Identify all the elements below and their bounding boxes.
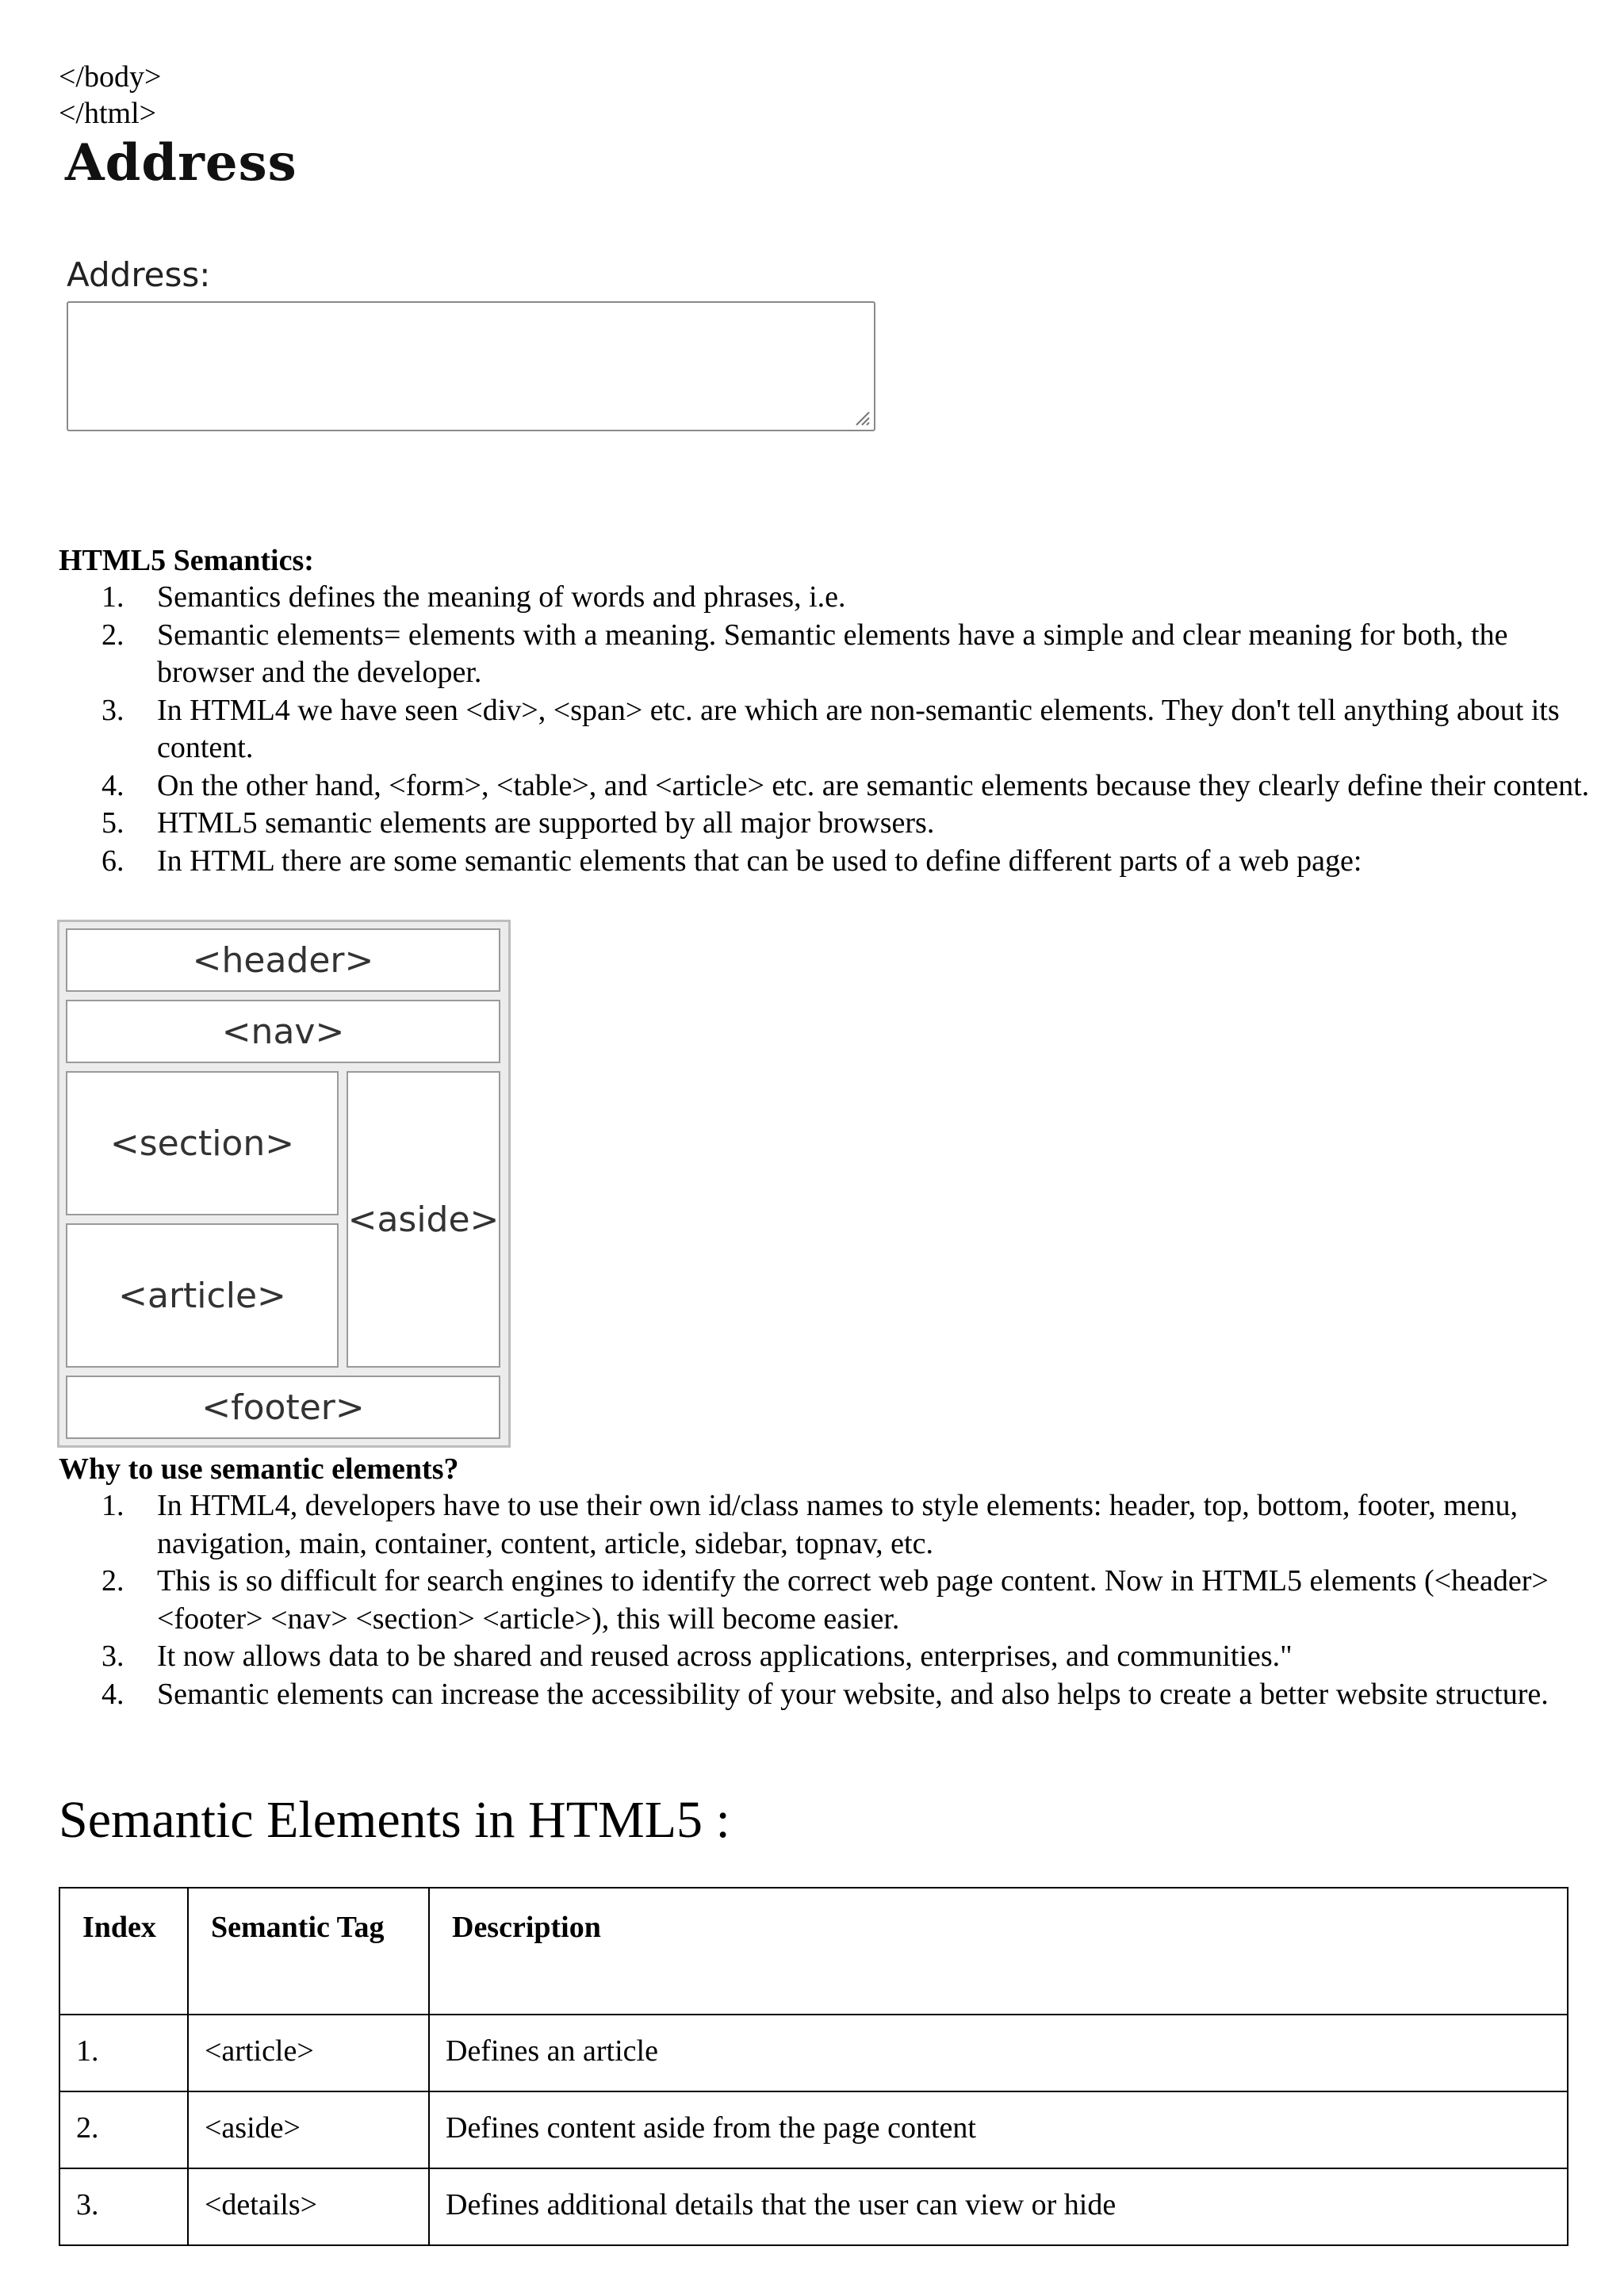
cell-index: 2. <box>59 2091 188 2168</box>
list-item: 3. It now allows data to be shared and reused across applications, enterprises, and communities." <box>102 1640 1293 1673</box>
semantics-heading: HTML5 Semantics: <box>59 544 314 577</box>
why-list <box>59 1487 1597 1713</box>
code-line-body-close: </body> <box>59 60 162 94</box>
list-item: 6. In HTML there are some semantic elements that can be used to define different parts of a web page: <box>102 844 1362 878</box>
code-line-html-close: </html> <box>59 97 157 130</box>
cell-description: Defines an article <box>429 2015 1568 2091</box>
list-item: 4. Semantic elements can increase the accessibility of your website, and also helps to create a better website structure. <box>102 1677 1549 1711</box>
list-item: 2. This is so difficult for search engines to identify the correct web page content. Now in HTML5 elements (<header> <footer> <nav> <section> <article>), this will become easier. <box>102 1564 1549 1636</box>
list-item: 3. In HTML4 we have seen <div>, <span> etc. are which are non-semantic elements. They don't tell anything about its content. <box>102 693 1560 764</box>
list-item: 1. In HTML4, developers have to use their own id/class names to style elements: header, top, bottom, footer, menu, navigation, main, container, content, article, sidebar, topnav, etc. <box>102 1489 1519 1560</box>
list-item: 2. Semantic elements= elements with a meaning. Semantic elements have a simple and clear meaning for both, the browser and the developer. <box>102 618 1508 689</box>
diagram-article-box: <article> <box>66 1223 339 1368</box>
resize-grip-icon[interactable] <box>853 409 871 427</box>
column-header-index: Index <box>59 1888 188 2015</box>
semantic-elements-table <box>59 1887 1568 2246</box>
cell-index: 3. <box>59 2168 188 2245</box>
column-header-description: Description <box>429 1888 1568 2015</box>
diagram-header-box: <header> <box>66 928 500 992</box>
table-header-row <box>59 1888 1568 2015</box>
list-item: 1. Semantics defines the meaning of words and phrases, i.e. <box>102 580 846 614</box>
table-row <box>59 2168 1568 2245</box>
diagram-section-box: <section> <box>66 1071 339 1215</box>
address-textarea[interactable] <box>67 301 875 431</box>
diagram-aside-box: <aside> <box>347 1071 500 1368</box>
table-row <box>59 2091 1568 2168</box>
address-heading: Address <box>65 133 297 193</box>
cell-tag: <article> <box>188 2015 429 2091</box>
list-item: 4. On the other hand, <form>, <table>, and <article> etc. are semantic elements because they clearly define their content. <box>102 768 1590 802</box>
cell-tag: <aside> <box>188 2091 429 2168</box>
semantic-layout-diagram <box>57 920 511 1448</box>
list-item: 5. HTML5 semantic elements are supported by all major browsers. <box>102 806 935 840</box>
semantics-list <box>59 579 1597 880</box>
table-row <box>59 2015 1568 2091</box>
cell-tag: <details> <box>188 2168 429 2245</box>
cell-description: Defines content aside from the page content <box>429 2091 1568 2168</box>
diagram-nav-box: <nav> <box>66 1000 500 1063</box>
column-header-semantic-tag: Semantic Tag <box>188 1888 429 2015</box>
address-label: Address: <box>67 255 211 294</box>
table-title: Semantic Elements in HTML5 : <box>59 1791 730 1849</box>
diagram-footer-box: <footer> <box>66 1376 500 1439</box>
cell-index: 1. <box>59 2015 188 2091</box>
cell-description: Defines additional details that the user can view or hide <box>429 2168 1568 2245</box>
why-heading: Why to use semantic elements? <box>59 1452 459 1486</box>
